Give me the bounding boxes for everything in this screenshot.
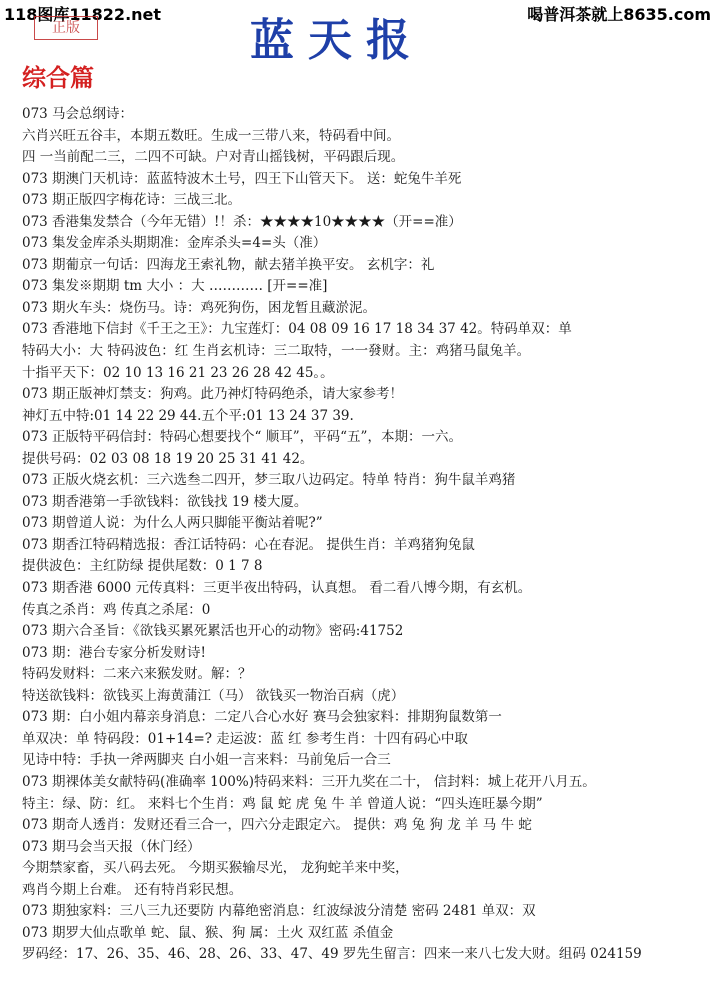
text-line: 073 期正版四字梅花诗：三战三北。: [22, 192, 242, 209]
text-line: 神灯五中特:01 14 22 29 44.五个平:01 13 24 37 39.: [22, 407, 354, 424]
text-line: 073 期香港 6000 元传真料：三更半夜出特码，认真想。 看二看八博今期，有玄机。: [22, 580, 532, 597]
text-line: 073 集发※期期 tm 大小 ：大 ………… [开==准]: [22, 278, 328, 295]
text-line: 073 期火车头：烧伤马。诗：鸡死狗伤，困龙暂且藏淤泥。: [22, 299, 377, 316]
text-line: 073 期马会当天报（休门经）: [22, 838, 201, 855]
text-line: 073 期香江特码精选报：香江话特码：心在春泥。 提供生肖：羊鸡猪狗兔鼠: [22, 536, 475, 553]
text-line: 特送欲钱料：欲钱买上海黄蒲江（马） 欲钱买一物治百病（虎）: [22, 687, 405, 704]
text-line: 073 正版特平码信封：特码心想要找个“ 顺耳”，平码“五”，本期：一六。: [22, 429, 462, 446]
text-line: 073 期葡京一句话：四海龙王索礼物，献去猪羊换平安。 玄机字：礼: [22, 256, 435, 273]
text-line: 鸡肖今期上台难。 还有特肖彩民想。: [22, 881, 243, 898]
text-line: 特主：绿、防：红。 来料七个生肖：鸡 鼠 蛇 虎 兔 牛 羊 曾道人说：“四头连旺暴今期”: [22, 795, 543, 812]
text-line: 四 一当前配二三，二四不可缺。户对青山摇钱树，平码跟后现。: [22, 149, 405, 166]
section-title: 综合篇: [22, 63, 94, 92]
text-line: 提供波色：主红防绿 提供尾数：0 1 7 8: [22, 558, 263, 575]
site-label-right: 喝普洱茶就上8635.com: [527, 5, 711, 24]
text-line: 073 期六合圣旨：《欲钱买累死累活也开心的动物》密码:41752: [22, 623, 404, 640]
text-line: 073 期罗大仙点歌单 蛇、鼠、猴、狗 属：土火 双红蓝 杀值金: [22, 924, 394, 941]
text-line: 073 期：港台专家分析发财诗!: [22, 644, 206, 661]
text-line: 六肖兴旺五谷丰，本期五数旺。生成一三带八来，特码看中间。: [22, 127, 400, 144]
text-line: 特码大小：大 特码波色：红 生肖玄机诗：三二取特，一一發财。主：鸡猪马鼠兔羊。: [22, 343, 531, 360]
document-body: [22, 104, 712, 966]
text-line: 073 集发金库杀头期期准：金库杀头=4=头（准）: [22, 235, 327, 252]
text-line: 073 期奇人透肖：发财还看三合一，四六分走跟定六。 提供：鸡 兔 狗 龙 羊 马 牛 蛇: [22, 817, 532, 834]
text-line: 073 期裸体美女献特码(准确率 100%)特码来料：三开九奖在二十， 信封料：城上花开八月五。: [22, 773, 596, 790]
site-label-left: 118图库11822.net: [4, 5, 162, 24]
text-line: 提供号码：02 03 08 18 19 20 25 31 41 42。: [22, 450, 314, 467]
text-line: 073 正版火烧玄机：三六选叁二四开，梦三取八边码定。特单 特肖：狗牛鼠羊鸡猪: [22, 472, 516, 489]
text-line: 073 期澳门天机诗：蓝蓝特波木土号，四王下山管天下。 送：蛇兔牛羊死: [22, 170, 462, 187]
text-line: 073 马会总纲诗：: [22, 106, 134, 122]
text-line: 073 期：白小姐内幕亲身消息：二定八合心水好 赛马会独家料：排期狗鼠数第一: [22, 709, 502, 726]
stamp-logo: 正版: [34, 16, 98, 40]
text-line: 见诗中特：手执一斧两脚夹 白小姐一言来料：马前兔后一合三: [22, 752, 391, 769]
text-line: 十指平天下：02 10 13 16 21 23 26 28 42 45。。: [22, 364, 334, 381]
text-line: 罗码经：17、26、35、46、28、26、33、47、49 罗先生留言：四来一来八七发大财。组码 024159: [22, 946, 642, 963]
page-title: 蓝天报: [250, 15, 424, 66]
text-line: 073 期香港第一手欲钱料：欲钱找 19 楼大厦。: [22, 493, 308, 510]
text-line: 传真之杀肖：鸡 传真之杀尾：0: [22, 601, 211, 618]
text-line: 073 期曾道人说：为什么人两只脚能平衡站着呢?”: [22, 515, 323, 532]
text-line: 073 期正版神灯禁支：狗鸡。此乃神灯特码绝杀，请大家参考！: [22, 386, 404, 403]
text-line: 073 期独家料：三八三九还要防 内幕绝密消息：红波绿波分清楚 密码 2481 单双：双: [22, 903, 536, 920]
text-line: 单双决：单 特码段：01+14=? 走运波：蓝 红 参考生肖：十四有码心中取: [22, 730, 468, 747]
text-line: 今期禁家畜，买八码去死。 今期买猴输尽光， 龙狗蛇羊来中奖，: [22, 860, 409, 877]
text-line: 073 香港地下信封《千王之王》：九宝莲灯：04 08 09 16 17 18 34 37 42。特码单双：单: [22, 321, 572, 338]
text-line: 073 香港集发禁合（今年无错）!！杀：★★★★10★★★★（开==准）: [22, 213, 462, 230]
text-line: 特码发财料：二来六来猴发财。解：？: [22, 666, 252, 683]
